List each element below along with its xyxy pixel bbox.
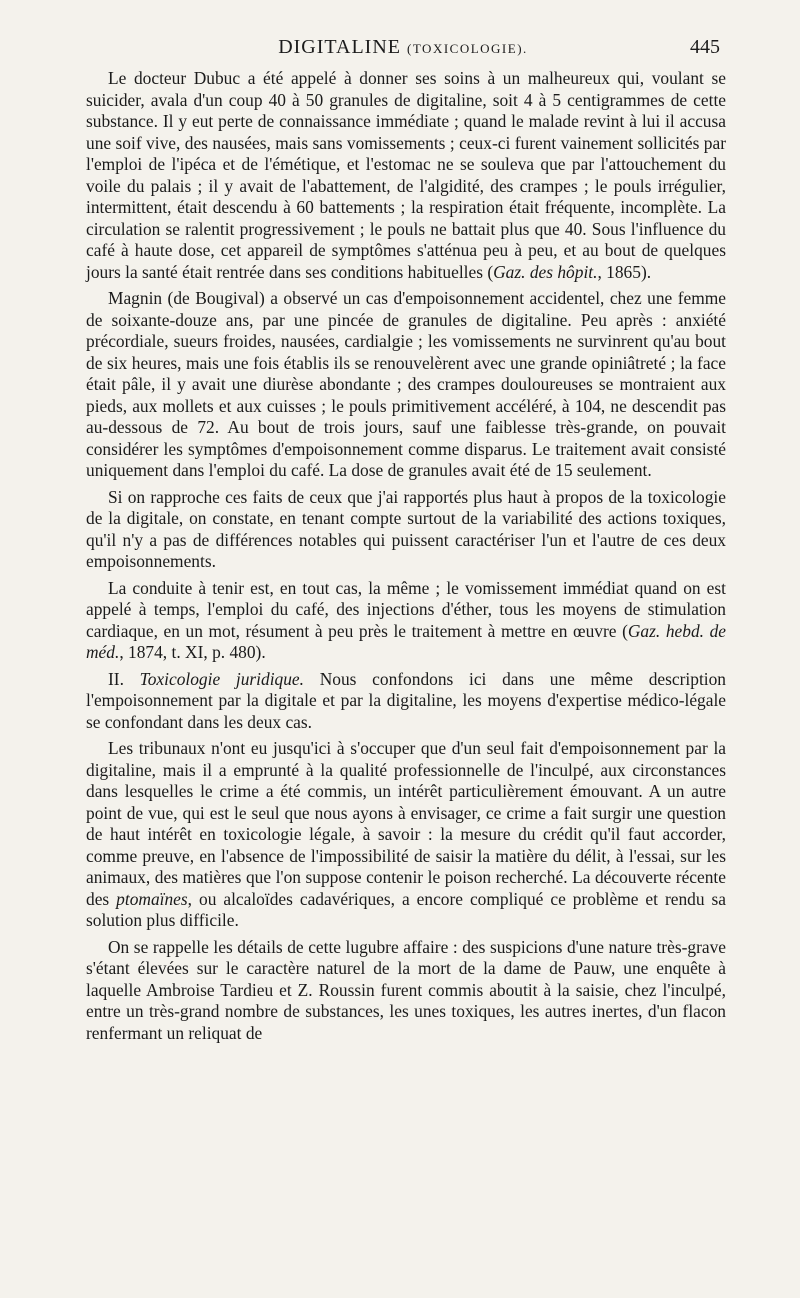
italic-run: ptomaïnes — [116, 888, 188, 909]
header-title-text: DIGITALINE — [278, 36, 402, 58]
italic-run: Gaz. des hôpit. — [493, 261, 598, 282]
text-run: , 1874, t. XI, p. 480). — [119, 642, 266, 662]
text-run: , ou alcaloïdes cadavériques, a encore compliqué ce problème et rendu sa solution plus difficile. — [86, 888, 727, 930]
text-run: Nous confondons ici dans une même description l'empoisonnement par la digitale et par la digitaline, les moyens d'expertise médico-légale se confondant dans les deux cas. — [86, 668, 727, 732]
header-subtitle: (TOXICOLOGIE). — [407, 41, 528, 56]
text-run: Le docteur Dubuc a été appelé à donner ses soins à un malheureux qui, voulant se suicider, avala d'un coup 40 à 50 granules de digitaline, soit 4 à 5 centigrammes de cette substance. Il y eut perte de connaissance immédiate ; quand le malade revint à lui il accusa une soif vive, des nausées, mais sans vomissements ; ceux-ci furent vainement sollicités par l'emploi de l'ipéca et de l'émétique, et l'estomac ne se souleva que par l'attouchement du voile du palais ; il y avait de l'abattement, de l'algidité, des crampes ; le pouls irrégulier, intermittent, était descendu à 60 battements ; la respiration était fréquente, incomplète. La circulation se ralentit progressivement ; le pouls ne battait plus que 40. Sous l'influence du café à haute dose, cet appareil de symptômes s'atténua peu à peu, et au bout de quelques jours la santé était rentrée dans ses conditions habituelles ( — [86, 68, 726, 282]
text-run: La conduite à tenir est, en tout cas, la même ; le vomissement immédiat quand on est appelé à temps, l'emploi du café, des injections d'éther, tous les moyens de stimulation cardiaque, en un mot, résument à peu près le traitement à mettre en œuvre ( — [86, 577, 726, 641]
paragraph — [86, 669, 726, 734]
paragraph — [86, 288, 726, 482]
italic-run: Gaz. hebd. de méd. — [86, 620, 727, 662]
paragraph — [86, 68, 726, 283]
text-run: Les tribunaux n'ont eu jusqu'ici à s'occuper que d'un seul fait d'empoisonnement par la digitaline, mais il a emprunté à la qualité professionnelle de l'inculpé, aux circonstances dans lesquelles le crime a été commis, un intérêt particulièrement émouvant. A un autre point de vue, qui est le seul que nous ayons à envisager, ce crime a fait surgir une question de haut intérêt en toxicologie légale, à savoir : la mesure du crédit qu'il faut accorder, comme preuve, en l'absence de l'impossibilité de saisir la matière du délit, à l'essai, sur les animaux, des matières que l'on suppose contenir le poison recherché. La découverte récente des — [86, 738, 726, 909]
paragraph — [86, 578, 726, 664]
header-title — [86, 36, 720, 59]
text-run: II. — [108, 668, 140, 689]
body-text — [86, 68, 726, 1049]
paragraph — [86, 937, 726, 1045]
text-run: , 1865). — [597, 261, 652, 282]
italic-run: Toxicologie juridique. — [139, 668, 304, 689]
text-run: On se rappelle les détails de cette lugubre affaire : des suspicions d'une nature très-grave s'étant élevées sur le caractère naturel de la mort de la dame de Pauw, une enquête à laquelle Ambroise Tardieu et Z. Roussin furent commis aboutit à la saisie, chez l'inculpé, entre un très-grand nombre de substances, les unes toxiques, les autres inertes, d'un flacon renfermant un reliquat de — [86, 936, 726, 1043]
page-number: 445 — [690, 36, 720, 58]
paragraph — [86, 487, 726, 573]
text-run: Magnin (de Bougival) a observé un cas d'empoisonnement accidentel, chez une femme de soixante-douze ans, par une pincée de granules de digitaline. Peu après : anxiété précordiale, sueurs froides, nausées, cardialgie ; les vomissements ne survinrent qu'au bout de six heures, mais une fois établis ils se renouvelèrent avec une grande opiniâtreté ; la face était pâle, il y avait une diurèse abondante ; des crampes douloureuses se montraient aux pieds, aux mollets et aux cuisses ; le pouls primitivement accéléré, à 104, ne descendit pas au-dessous de 72. Au bout de trois jours, sauf une faiblesse très-grande, on pouvait considérer les symptômes d'empoisonnement comme disparus. Le traitement avait consisté uniquement dans l'emploi du café. La dose de granules avait été de 15 seulement. — [86, 288, 726, 480]
running-header — [86, 36, 720, 66]
paragraph — [86, 738, 726, 932]
text-run: Si on rapproche ces faits de ceux que j'ai rapportés plus haut à propos de la toxicologie de la digitale, on constate, en tenant compte surtout de la variabilité des actions toxiques, qu'il n'y a pas de différences notables qui puissent caractériser l'un et l'autre de ces deux empoisonnements. — [86, 486, 726, 571]
